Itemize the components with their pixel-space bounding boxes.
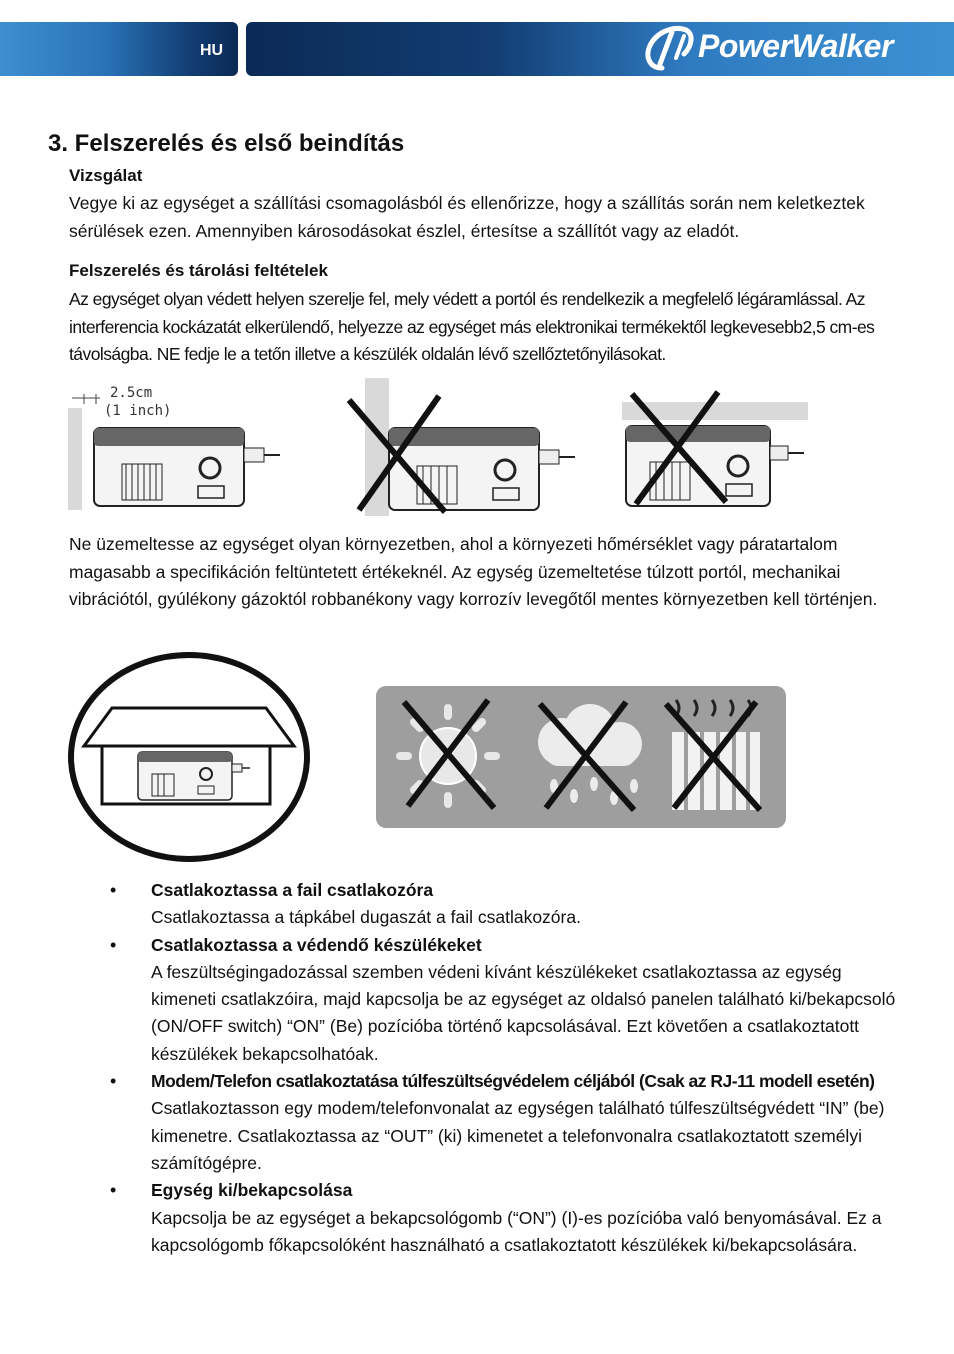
clearance-correct-figure xyxy=(66,378,286,514)
inspection-heading: Vizsgálat xyxy=(69,166,143,185)
bullet-icon: • xyxy=(110,880,117,900)
ups-device-icon xyxy=(94,428,280,506)
step-title: Modem/Telefon csatlakoztatása túlfeszültségvédelem céljából (Csak az RJ-11 modell esetén) xyxy=(151,1071,875,1092)
language-label: HU xyxy=(200,42,224,59)
section-title: 3. Felszerelés és első beindítás xyxy=(48,130,405,157)
step-text: Csatlakoztasson egy modem/telefonvonalat az egységen található túlfeszültségvédett “IN” (be) kimenetre. Csatlakoztassa az “OUT” (ki) kimenetet a telefonvonalra csatlakoztatott személyi számítógépre. xyxy=(151,1098,885,1173)
ups-device-icon xyxy=(389,428,575,510)
environment-warning-figure xyxy=(376,686,786,828)
bullet-icon: • xyxy=(110,934,117,955)
step-text: Kapcsolja be az egységet a bekapcsológomb (“ON”) (I)-es pozícióba való benyomásával. Ez a kapcsológomb főkapcsolóként használható a csatlakoztatott készülékek ki/bekapcsolására. xyxy=(151,1207,882,1255)
step-title: Egység ki/bekapcsolása xyxy=(151,1180,353,1201)
clearance-wall-wrong-figure xyxy=(345,378,580,518)
list-item xyxy=(110,932,910,1068)
installation-text: Az egységet olyan védett helyen szerelje fel, mely védett a portól és rendelkezik a megfelelő légáramlással. Az interferencia kockázatát elkerülendő, helyezze az egységet más elektronikai termékektől legkevesebb2,5 cm-es távolságba. NE fedje le a tetőn illetve a készülék oldalán lévő szellőztetőnyilásokat. xyxy=(69,289,875,364)
list-item xyxy=(110,1068,910,1177)
page-header xyxy=(0,20,954,76)
bullet-icon: • xyxy=(110,1071,117,1092)
inspection-text: Vegye ki az egységet a szállítási csomagolásból és ellenőrizze, hogy a szállítás során nem keletkeztek sérülések ezen. Amennyiben károsodásokat észlel, értesítse a szállítót vagy az eladót. xyxy=(69,193,865,241)
indoor-use-figure xyxy=(66,650,312,864)
bullet-icon: • xyxy=(110,1180,117,1201)
clearance-shelf-wrong-figure xyxy=(620,390,812,514)
ups-device-icon xyxy=(626,426,804,506)
brand-logo-icon xyxy=(642,24,698,72)
brand-name: PowerWalker xyxy=(698,28,893,64)
installation-heading: Felszerelés és tárolási feltételek xyxy=(69,261,328,280)
setup-steps-list xyxy=(110,877,910,1259)
clearance-inch-label: (1 inch) xyxy=(104,403,172,419)
list-item xyxy=(110,1177,910,1259)
list-item xyxy=(110,877,910,932)
environment-text: Ne üzemeltesse az egységet olyan környezetben, ahol a környezeti hőmérséklet vagy páratartalom magasabb a specifikáción feltüntetett értékeknél. Az egység üzemeltetése túlzott portól, mechanikai vibrációtól, gyúlékony gázoktól robbanékony vagy korrozív levegőtől mentes környezetben kell történjen. xyxy=(69,534,878,609)
step-text: A feszültségingadozással szemben védeni kívánt készülékeket csatlakoztassa az egység kimeneti csatlakzóira, majd kapcsolja be az egységet az oldalsó panelen található ki/bekapcsoló (ON/OFF switch) “ON” (Be) pozícióba történő kapcsolásával. Ezt követően a csatlakoztatott készülékek bekapcsolhatóak. xyxy=(151,961,896,1064)
step-text: Csatlakoztassa a tápkábel dugaszát a fail csatlakozóra. xyxy=(151,907,581,928)
step-title: Csatlakoztassa a fail csatlakozóra xyxy=(151,880,434,900)
step-title: Csatlakoztassa a védendő készülékeket xyxy=(151,934,482,955)
clearance-cm-label: 2.5cm xyxy=(110,385,153,401)
